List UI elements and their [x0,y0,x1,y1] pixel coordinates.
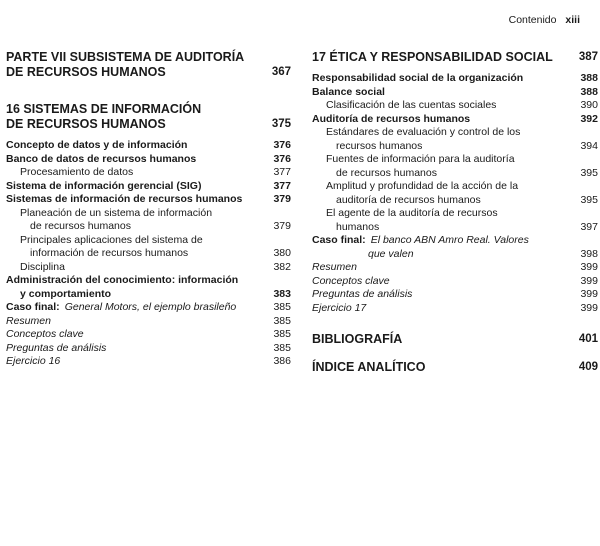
chapter-17-page: 387 [578,51,598,63]
entry-page: 379 [273,220,291,232]
part-title: PARTE VII SUBSISTEMA DE AUDITORÍA [6,50,245,64]
entry-page: 380 [273,247,291,259]
toc-subentry[interactable] [312,126,598,140]
entry-title: Preguntas de análisis [6,341,107,354]
toc-entry[interactable] [6,180,291,194]
toc-subentry-continued[interactable] [312,194,598,208]
toc-left-column [6,50,291,369]
entry-title-continued: de recursos humanos [30,220,131,232]
toc-subentry[interactable] [6,234,291,248]
toc-entry[interactable] [312,302,598,316]
part-page: 367 [271,66,291,78]
toc-entry[interactable] [6,342,291,356]
entry-title: Ejercicio 17 [312,301,367,314]
chapter-16-title-continued: DE RECURSOS HUMANOS [6,117,166,131]
part-heading[interactable] [6,50,291,65]
case-title-continued: que valen [368,247,414,260]
entry-title: Preguntas de análisis [312,288,413,300]
toc-case-entry-continued[interactable] [312,248,598,262]
entry-title: Banco de datos de recursos humanos [6,152,197,165]
bibliography-page: 401 [578,333,598,345]
entry-title-continued: y comportamiento [20,287,112,300]
entry-title-continued: recursos humanos [336,139,423,152]
entry-title: Resumen [312,261,357,273]
entry-title: Principales aplicaciones del sistema de [20,233,203,246]
running-head-label: Contenido [508,14,557,26]
entry-page: 376 [273,152,291,165]
entry-page: 395 [580,166,598,179]
entry-page: 399 [580,301,598,314]
toc-subentry-continued[interactable] [312,167,598,181]
entry-title-continued: auditoría de recursos humanos [336,193,481,206]
entry-title: Conceptos clave [6,328,84,340]
chapter-16-heading[interactable] [6,102,291,117]
index-title: ÍNDICE ANALÍTICO [312,360,426,374]
case-label: Caso final: [6,301,60,313]
entry-title-continued: humanos [336,220,380,233]
case-title: General Motors, el ejemplo brasileño [64,301,237,313]
entry-page: 385 [273,328,291,340]
entry-page: 376 [273,139,291,151]
toc-entry[interactable] [6,274,291,288]
entry-page: 399 [580,274,598,287]
toc-subentry-continued[interactable] [312,221,598,235]
entry-title: Amplitud y profundidad de la acción de la [326,180,519,192]
entry-page: 377 [273,166,291,178]
entry-page: 392 [580,112,598,125]
running-head-page-number: xiii [565,14,580,26]
bibliography-title: BIBLIOGRAFÍA [312,332,403,346]
toc-entry[interactable] [312,275,598,289]
entry-page: 382 [273,260,291,273]
toc-subentry[interactable] [312,153,598,167]
entry-title-continued: información de recursos humanos [30,247,189,259]
entry-title: Balance social [312,85,385,98]
entry-page: 383 [273,287,291,300]
entry-title: Disciplina [20,260,65,273]
chapter-16-title: 16 SISTEMAS DE INFORMACIÓN [6,102,202,116]
toc-entry[interactable] [6,153,291,167]
entry-title: Resumen [6,314,51,327]
entry-title: El agente de la auditoría de recursos [326,207,498,219]
entry-page: 390 [580,99,598,111]
index-page: 409 [578,361,598,373]
entry-title: Fuentes de información para la auditoría [326,153,515,165]
entry-page: 385 [273,314,291,327]
toc-entry[interactable] [6,193,291,207]
entry-title: Procesamiento de datos [20,166,134,178]
entry-page: 395 [580,193,598,206]
entry-title: Sistemas de información de recursos humanos [6,193,243,205]
entry-title-continued: de recursos humanos [336,166,437,179]
entry-title: Sistema de información gerencial (SIG) [6,179,202,192]
chapter-17-title: 17 ÉTICA Y RESPONSABILIDAD SOCIAL [312,50,553,64]
toc-entry[interactable] [6,315,291,329]
entry-page: 399 [580,288,598,300]
entry-title: Administración del conocimiento: información [6,274,239,286]
entry-page: 385 [273,341,291,354]
toc-subentry-continued[interactable] [6,220,291,234]
entry-title: Concepto de datos y de información [6,139,188,151]
part-title-continued: DE RECURSOS HUMANOS [6,65,166,79]
entry-page: 385 [273,301,291,313]
chapter-16-page: 375 [271,118,291,130]
toc-entry[interactable] [312,288,598,302]
entry-page: 398 [580,247,598,260]
chapter-16-heading-line-2[interactable] [6,117,291,132]
entry-page: 379 [273,193,291,205]
entry-page: 397 [580,220,598,233]
entry-page: 377 [273,179,291,192]
toc-entry[interactable] [312,86,598,100]
toc-subentry[interactable] [312,99,598,113]
entry-title: Estándares de evaluación y control de los [326,126,521,138]
toc-subentry[interactable] [312,207,598,221]
case-title: El banco ABN Amro Real. Valores [370,234,529,246]
toc-right-column [312,50,598,375]
toc-entry[interactable] [312,72,598,86]
running-head [509,14,580,26]
entry-title: Conceptos clave [312,274,390,287]
case-label: Caso final: [312,234,366,246]
entry-title: Responsabilidad social de la organización [312,72,524,84]
toc-case-entry[interactable] [6,301,291,315]
toc-entry[interactable] [6,139,291,153]
toc-entry[interactable] [6,355,291,369]
toc-entry[interactable] [312,113,598,127]
toc-entry[interactable] [312,261,598,275]
entry-page: 388 [580,72,598,84]
toc-subentry[interactable] [6,207,291,221]
entry-title: Clasificación de las cuentas sociales [326,99,497,111]
toc-subentry-continued[interactable] [6,247,291,261]
toc-case-entry[interactable] [312,234,598,248]
entry-title: Ejercicio 16 [6,355,61,367]
toc-subentry[interactable] [312,180,598,194]
entry-page: 386 [273,355,291,367]
toc-subentry[interactable] [6,166,291,180]
bibliography-heading[interactable] [312,332,598,347]
toc-subentry[interactable] [6,261,291,275]
entry-title: Planeación de un sistema de información [20,206,213,219]
chapter-17-heading[interactable] [312,50,598,65]
toc-entry[interactable] [6,328,291,342]
part-heading-line-2[interactable] [6,65,291,80]
toc-subentry-continued[interactable] [312,140,598,154]
entry-page: 388 [580,85,598,98]
entry-title: Auditoría de recursos humanos [312,112,471,125]
entry-page: 394 [580,139,598,152]
entry-page: 399 [580,261,598,273]
toc-entry-continued[interactable] [6,288,291,302]
index-heading[interactable] [312,360,598,375]
